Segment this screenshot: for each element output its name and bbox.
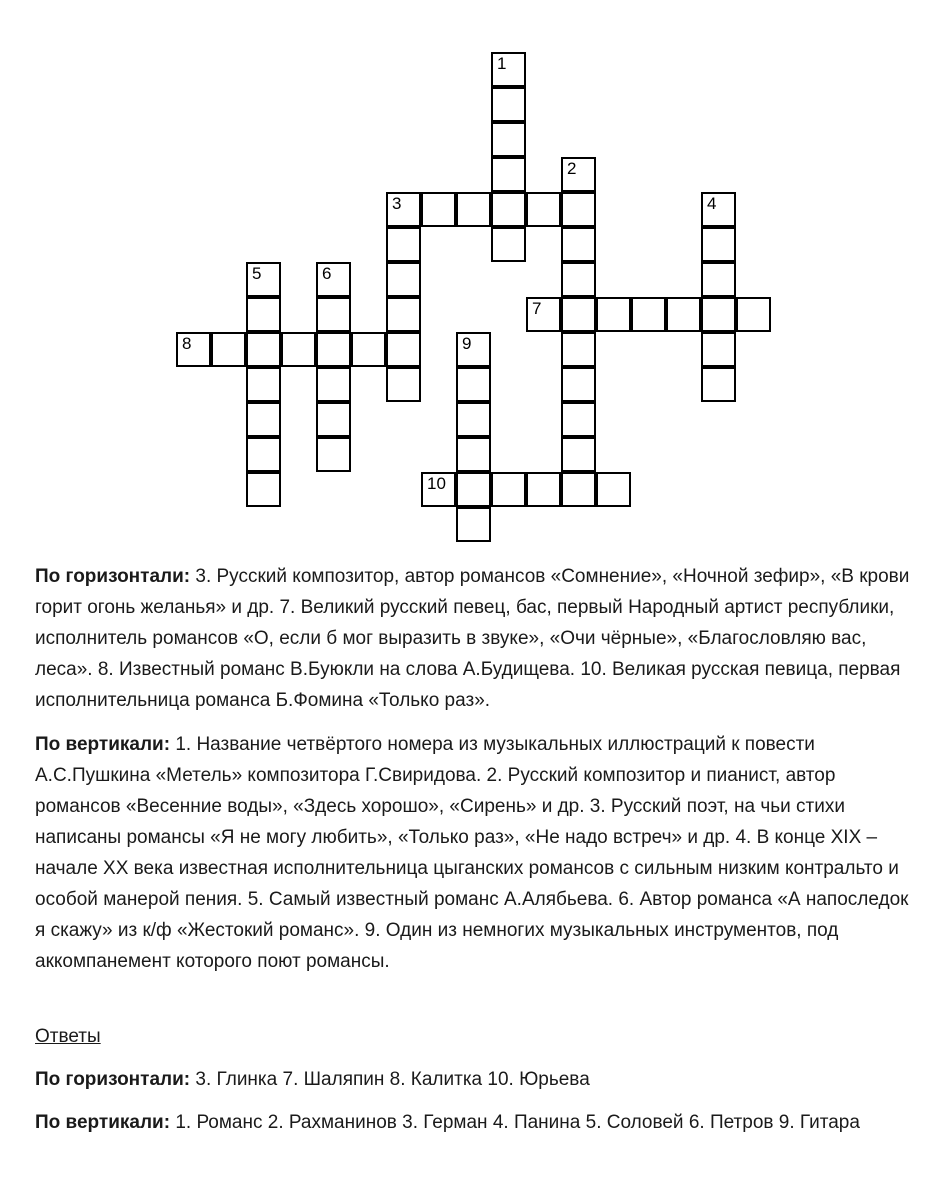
crossword-cell <box>386 192 421 227</box>
clues-across-text: 3. Русский композитор, автор романсов «Сомнение», «Ночной зефир», «В крови горит огонь желанья» и др. 7. Великий русский певец, бас, первый Народный артист республики, исполнитель романсов «О, если б мог выразить в звуке», «Очи чёрные», «Благословляю вас, леса». 8. Известный романс В.Буюкли на слова А.Будищева. 10. Великая русская певица, первая исполнительница романса Б.Фомина «Только раз». <box>35 566 910 711</box>
crossword-cell <box>456 507 491 542</box>
crossword-cell <box>246 297 281 332</box>
crossword-cell <box>526 297 561 332</box>
crossword-cell <box>491 87 526 122</box>
crossword-cell <box>456 192 491 227</box>
crossword-cell <box>736 297 771 332</box>
crossword-cell <box>491 472 526 507</box>
crossword-cell <box>491 157 526 192</box>
crossword-cell <box>561 472 596 507</box>
crossword-cell <box>281 332 316 367</box>
crossword-cell <box>456 437 491 472</box>
crossword-cell <box>246 472 281 507</box>
crossword-cell <box>211 332 246 367</box>
crossword-cell <box>561 227 596 262</box>
crossword-cell <box>316 402 351 437</box>
cell-number: 7 <box>532 299 542 318</box>
cell-number: 4 <box>707 194 717 213</box>
crossword-cell <box>701 192 736 227</box>
crossword-cell <box>491 52 526 87</box>
cell-number: 5 <box>252 264 262 283</box>
crossword-cell <box>246 437 281 472</box>
crossword-cell <box>666 297 701 332</box>
crossword-cell <box>246 367 281 402</box>
answers-across-text: 3. Глинка 7. Шаляпин 8. Калитка 10. Юрьева <box>190 1069 590 1090</box>
crossword-cell <box>176 332 211 367</box>
crossword-cell <box>701 262 736 297</box>
crossword-cell <box>456 472 491 507</box>
crossword-cell <box>526 192 561 227</box>
crossword-cell <box>561 262 596 297</box>
cell-number: 3 <box>392 194 402 213</box>
cell-number: 2 <box>567 159 577 178</box>
answers-down-text: 1. Романс 2. Рахманинов 3. Герман 4. Панина 5. Соловей 6. Петров 9. Гитара <box>170 1112 860 1133</box>
cell-number: 6 <box>322 264 332 283</box>
crossword-cell <box>596 472 631 507</box>
crossword-cell <box>386 297 421 332</box>
crossword-cell <box>246 402 281 437</box>
crossword-cell <box>351 332 386 367</box>
crossword-cell <box>561 402 596 437</box>
crossword-cell <box>561 157 596 192</box>
crossword-cell <box>561 192 596 227</box>
crossword-cell <box>246 332 281 367</box>
crossword-cell <box>561 332 596 367</box>
crossword-cell <box>386 227 421 262</box>
clues-across <box>35 561 910 716</box>
crossword-cell <box>386 262 421 297</box>
crossword-cell <box>421 472 456 507</box>
crossword-cell <box>316 367 351 402</box>
clues-down-text: 1. Название четвёртого номера из музыкальных иллюстраций к повести А.С.Пушкина «Метель» композитора Г.Свиридова. 2. Русский композитор и пианист, автор романсов «Весенние воды», «Здесь хорошо», «Сирень» и др. 3. Русский поэт, на чьи стихи написаны романсы «Я не могу любить», «Только раз», «Не надо встреч» и др. 4. В конце XIX – начале XX века известная исполнительница цыганских романсов с сильным низким контральто и особой манерой пения. 5. Самый известный романс А.Алябьева. 6. Автор романса «А напоследок я скажу» из к/ф «Жестокий романс». 9. Один из немногих музыкальных инструментов, под аккомпанемент которого поют романсы. <box>35 734 909 972</box>
cell-number: 1 <box>497 54 507 73</box>
cell-number: 10 <box>427 474 446 493</box>
crossword-cell <box>596 297 631 332</box>
clues-down-heading: По вертикали: <box>35 734 171 755</box>
crossword-cell <box>561 297 596 332</box>
cell-number: 9 <box>462 334 472 353</box>
crossword-cell <box>701 332 736 367</box>
answers-down <box>35 1107 910 1138</box>
clues-down <box>35 729 910 977</box>
crossword-cell <box>456 367 491 402</box>
crossword-cell <box>316 262 351 297</box>
crossword-cell <box>246 262 281 297</box>
crossword-cell <box>491 122 526 157</box>
crossword-cell <box>701 297 736 332</box>
crossword-cell <box>456 402 491 437</box>
crossword-cell <box>526 472 561 507</box>
crossword-cell <box>491 227 526 262</box>
crossword-grid <box>0 0 943 560</box>
answers-title: Ответы <box>35 1026 101 1047</box>
cell-number: 8 <box>182 334 192 353</box>
crossword-cell <box>701 367 736 402</box>
answers-across-heading: По горизонтали: <box>35 1069 191 1090</box>
crossword-cell <box>316 437 351 472</box>
crossword-cell <box>386 332 421 367</box>
crossword-cell <box>456 332 491 367</box>
crossword-cell <box>421 192 456 227</box>
crossword-cell <box>561 367 596 402</box>
crossword-cell <box>316 297 351 332</box>
crossword-cell <box>701 227 736 262</box>
crossword-cell <box>386 367 421 402</box>
crossword-cell <box>316 332 351 367</box>
answers-down-heading: По вертикали: <box>35 1112 171 1133</box>
crossword-cell <box>631 297 666 332</box>
crossword-cell <box>491 192 526 227</box>
answers-across <box>35 1064 910 1095</box>
crossword-cell <box>561 437 596 472</box>
clues-across-heading: По горизонтали: <box>35 566 191 587</box>
